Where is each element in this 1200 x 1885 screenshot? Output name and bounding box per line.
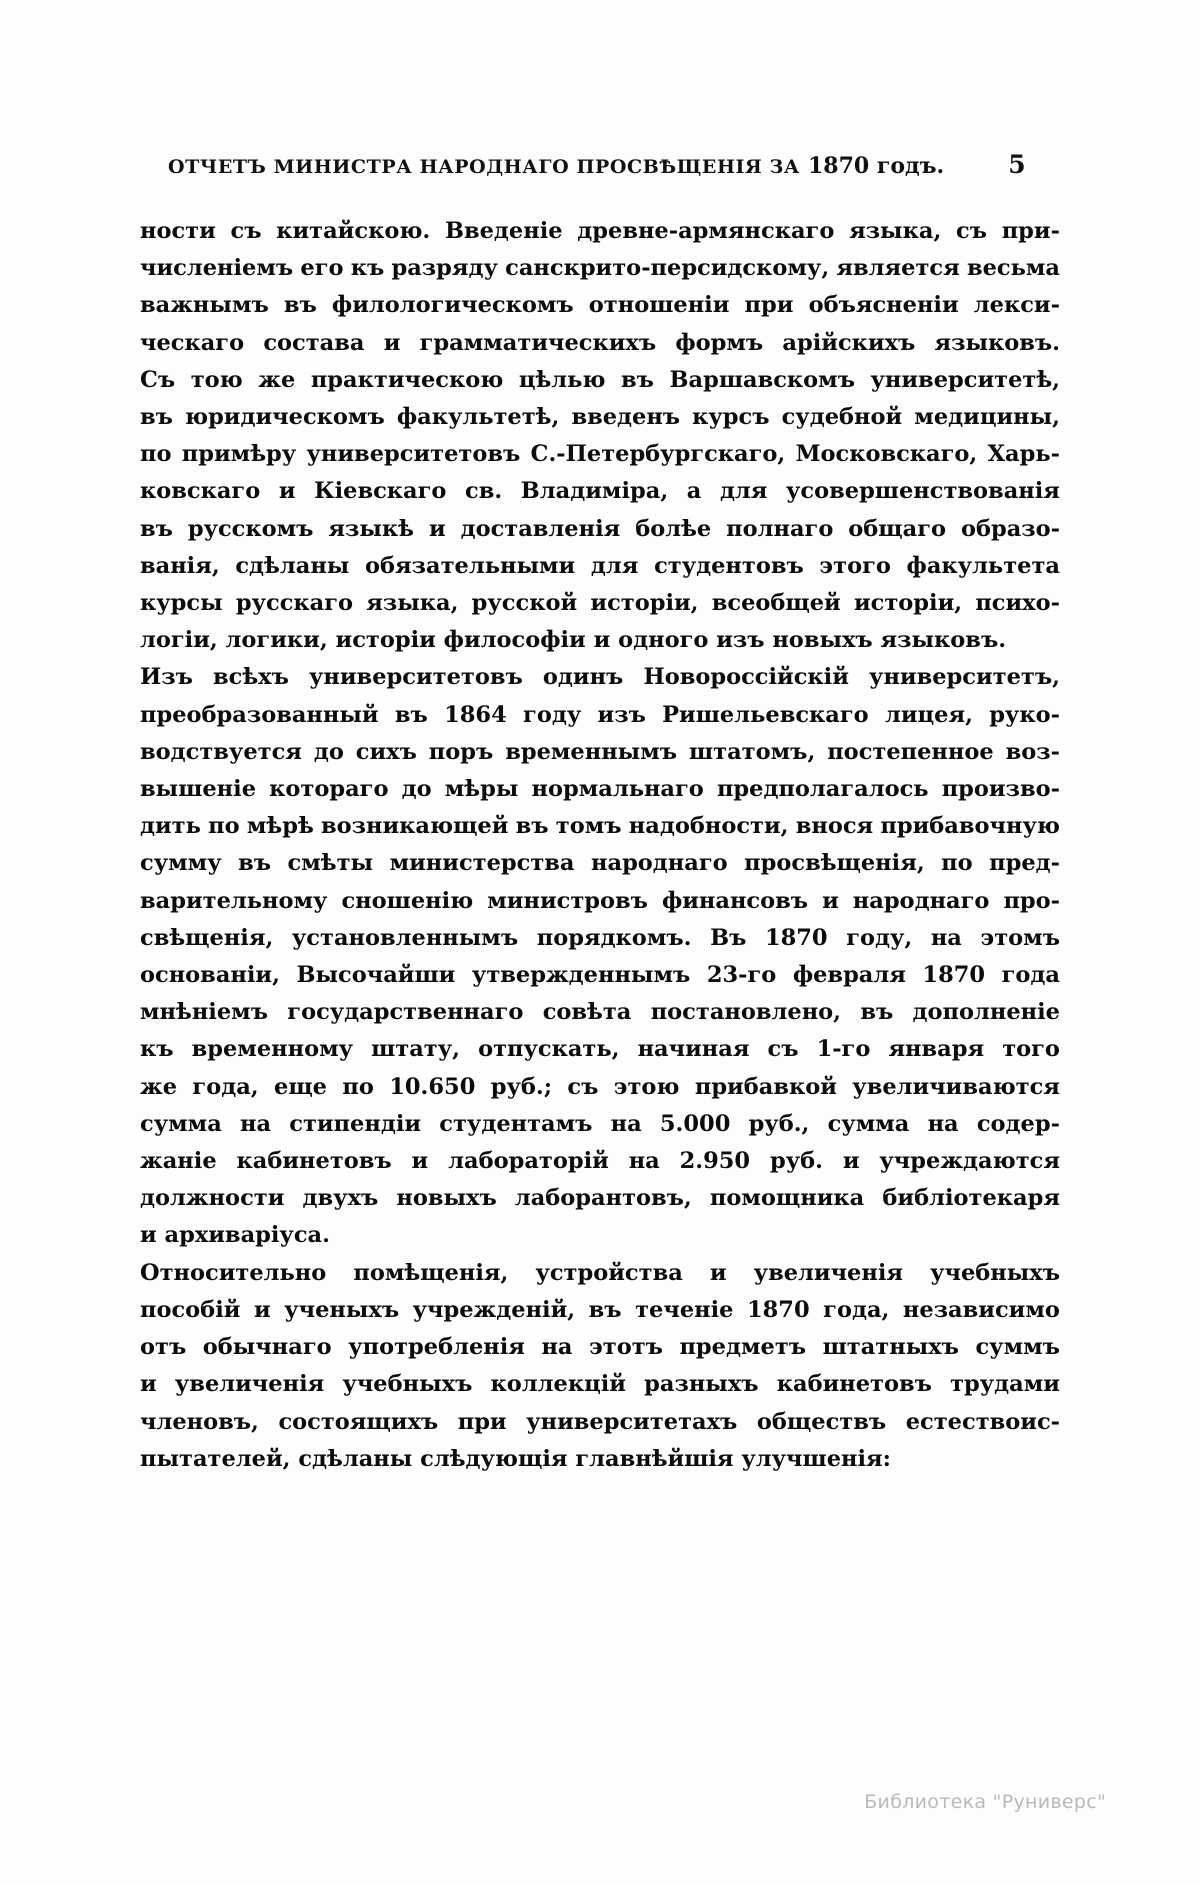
library-watermark: Библиотека "Руниверс" [864, 1791, 1106, 1813]
text-line: водствуется до сихъ поръ временнымъ штатомъ, постепенное воз- [140, 738, 1060, 765]
text-line: же года, еще по 10.650 руб.; съ этою прибавкой увеличиваются [140, 1073, 1060, 1100]
text-line: численіемъ его къ разряду санскрито-персидскому, является весьма [140, 255, 1060, 282]
paragraph-3 [140, 1255, 1060, 1478]
text-line: свѣщенія, установленнымъ порядкомъ. Въ 1870 году, на этомъ [140, 924, 1060, 951]
text-line: и архиваріуса. [140, 1222, 330, 1249]
text-line: варительному сношенію министровъ финансовъ и народнаго про- [140, 887, 1060, 914]
text-line: дить по мѣрѣ возникающей въ томъ надобности, внося прибавочную [140, 813, 1060, 840]
paragraph-1 [140, 213, 1060, 659]
text-line: мнѣніемъ государственнаго совѣта постановлено, въ дополненіе [140, 999, 1060, 1026]
text-line: важнымъ въ филологическомъ отношеніи при объясненіи лекси- [140, 292, 1060, 319]
text-line: отъ обычнаго употребленія на этотъ предметъ штатныхъ суммъ [140, 1334, 1060, 1361]
text-line: основаніи, Высочайши утвержденнымъ 23-го февраля 1870 года [140, 962, 1060, 989]
text-line: ковскаго и Кіевскаго св. Владиміра, а для усовершенствованія [140, 478, 1060, 505]
paragraph-2 [140, 659, 1060, 1254]
running-header-title: ОТЧЕТЪ МИНИСТРА НАРОДНАГО ПРОСВѢЩЕНІЯ ЗА [168, 156, 800, 178]
text-line: пытателей, сдѣланы слѣдующія главнѣйшія улучшенія: [140, 1445, 891, 1472]
text-line: логіи, логики, исторіи философіи и одного изъ новыхъ языковъ. [140, 627, 1007, 654]
text-line: къ временному штату, отпускать, начиная съ 1-го января того [140, 1036, 1060, 1063]
text-line: сумма на стипендіи студентамъ на 5.000 руб., сумма на содер- [140, 1110, 1060, 1137]
text-line: преобразованный въ 1864 году изъ Ришельевскаго лицея, руко- [140, 701, 1060, 728]
text-line: Относительно помѣщенія, устройства и увеличенія учебныхъ [140, 1259, 1060, 1286]
text-line: курсы русскаго языка, русской исторіи, всеобщей исторіи, психо- [140, 590, 1060, 617]
text-line: жаніе кабинетовъ и лабораторій на 2.950 руб. и учреждаются [140, 1148, 1060, 1175]
text-line: ванія, сдѣланы обязательными для студентовъ этого факультета [140, 552, 1060, 579]
text-line: членовъ, состоящихъ при университетахъ обществъ естествоис- [140, 1408, 1060, 1435]
text-line: и увеличенія учебныхъ коллекцій разныхъ кабинетовъ трудами [140, 1371, 1060, 1398]
text-line: въ юридическомъ факультетѣ, введенъ курсъ судебной медицины, [140, 404, 1060, 431]
text-line: ческаго состава и грамматическихъ формъ арійскихъ языковъ. [140, 329, 1060, 356]
running-header-year: 1870 годъ. [807, 153, 945, 179]
text-line: Съ тою же практическою цѣлью въ Варшавскомъ университетѣ, [140, 366, 1060, 393]
body-text [140, 213, 1060, 1478]
text-line: должности двухъ новыхъ лаборантовъ, помощника библіотекаря [140, 1185, 1060, 1212]
text-line: по примѣру университетовъ С.-Петербургскаго, Московскаго, Харь- [140, 441, 1060, 468]
text-line: вышеніе котораго до мѣры нормальнаго предполагалось произво- [140, 776, 1060, 803]
text-line: въ русскомъ языкѣ и доставленія болѣе полнаго общаго образо- [140, 515, 1060, 542]
text-line: сумму въ смѣты министерства народнаго просвѣщенія, по пред- [140, 850, 1060, 877]
page-number: 5 [1008, 150, 1026, 179]
page-content [140, 150, 1060, 1478]
text-line: ности съ китайскою. Введеніе древне-армянскаго языка, съ при- [140, 218, 1060, 244]
text-line: пособій и ученыхъ учрежденій, въ теченіе 1870 года, независимо [140, 1296, 1060, 1323]
running-header [168, 150, 1060, 179]
text-line: Изъ всѣхъ университетовъ одинъ Новороссійскій университетъ, [140, 664, 1060, 691]
